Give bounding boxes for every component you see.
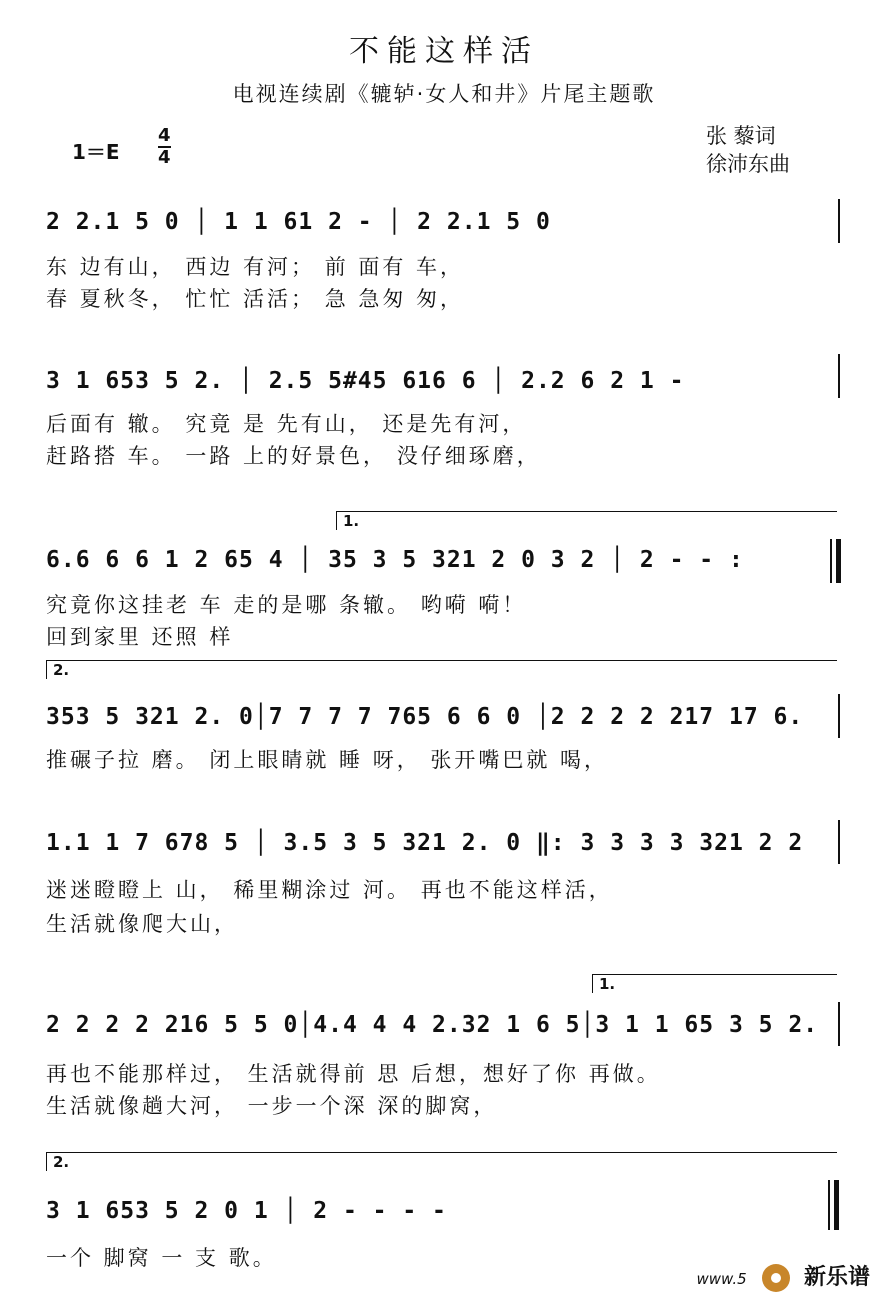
song-title: 不能这样活: [349, 34, 539, 69]
watermark-brand: 新乐谱: [803, 1265, 870, 1290]
volta-label: 2.: [53, 661, 70, 679]
score-system-7: [0, 1152, 888, 1270]
notation-line: 2 2.1 5 0 │ 1 1 61 2 - │ 2 2.1 5 0: [46, 209, 551, 235]
final-barline-thick: [834, 1180, 839, 1230]
volta-bracket-second: [46, 1152, 837, 1171]
lyricist-credit: 张 藜词: [706, 124, 776, 148]
composer-credit: 徐沛东曲: [706, 152, 790, 176]
notation-line: 2 2 2 2 216 5 5 0│4.4 4 4 2.32 1 6 5│3 1 1 65 3 5 2.: [46, 1012, 819, 1038]
watermark-url: www.5: [696, 1270, 747, 1288]
lyric-line-2: 回到家里 还照 样: [46, 625, 234, 649]
meter-denominator: 4: [158, 147, 171, 168]
lyric-line-2: 生活就像趟大河， 一步一个深 深的脚窝，: [46, 1094, 498, 1118]
score-system-4: [0, 660, 888, 780]
lyric-line-1: 再也不能那样过， 生活就得前 思 后想，想好了你 再做。: [46, 1062, 661, 1086]
volta-bracket-second: [46, 660, 837, 679]
lyric-line-1: 后面有 辙。 究竟 是 先有山， 还是先有河，: [46, 412, 527, 436]
record-logo-icon: [762, 1264, 790, 1292]
barline: [838, 1002, 840, 1046]
score-system-3: [0, 505, 888, 649]
volta-label: 1.: [599, 975, 616, 993]
notation-line: 353 5 321 2. 0│7 7 7 7 765 6 6 0 │2 2 2 2 217 17 6.: [46, 704, 804, 730]
barline: [838, 354, 840, 398]
barline: [838, 820, 840, 864]
score-system-1: [0, 195, 888, 315]
notation-line: 1.1 1 7 678 5 │ 3.5 3 5 321 2. 0 ‖: 3 3 3 3 321 2 2: [46, 830, 804, 856]
repeat-end-barline: [836, 539, 841, 583]
score-system-6: [0, 970, 888, 1120]
notation-line: 3 1 653 5 2. │ 2.5 5#45 616 6 │ 2.2 6 2 1 -: [46, 368, 685, 394]
barline: [830, 539, 832, 583]
score-system-5: [0, 810, 888, 950]
key-signature: 1＝E: [72, 140, 120, 164]
volta-bracket-first: [336, 511, 837, 530]
lyric-line-1: 究竟你这挂老 车 走的是哪 条辙。 哟嗬 嗬！: [46, 593, 527, 617]
meter-numerator: 4: [158, 125, 171, 146]
volta-bracket-first: [592, 974, 837, 993]
lyric-line-1: 东 边有山， 西边 有河； 前 面有 车，: [46, 255, 465, 279]
lyric-line-1: 推碾子拉 磨。 闭上眼睛就 睡 呀， 张开嘴巴就 喝，: [46, 748, 609, 772]
lyric-line-1: 迷迷瞪瞪上 山， 稀里糊涂过 河。 再也不能这样活，: [46, 878, 613, 902]
volta-label: 1.: [343, 512, 360, 530]
lyric-line-2: 赶路搭 车。 一路 上的好景色， 没仔细琢磨，: [46, 444, 541, 468]
final-barline-thin: [828, 1180, 830, 1230]
volta-label: 2.: [53, 1153, 70, 1171]
lyric-line-1: 一个 脚窝 一 支 歌。: [46, 1246, 277, 1270]
time-signature: [158, 126, 171, 168]
lyric-line-2: 春 夏秋冬， 忙忙 活活； 急 急匆 匆，: [46, 287, 465, 311]
lyric-line-2: 生活就像爬大山，: [46, 912, 238, 936]
watermark: [696, 1260, 870, 1292]
score-system-2: [0, 350, 888, 470]
notation-line: 6.6 6 6 1 2 65 4 │ 35 3 5 321 2 0 3 2 │ 2 - - :: [46, 547, 744, 573]
song-subtitle: 电视连续剧《辘轳·女人和井》片尾主题歌: [232, 82, 656, 106]
barline: [838, 199, 840, 243]
notation-line: 3 1 653 5 2 0 1 │ 2 - - - -: [46, 1198, 447, 1224]
barline: [838, 694, 840, 738]
